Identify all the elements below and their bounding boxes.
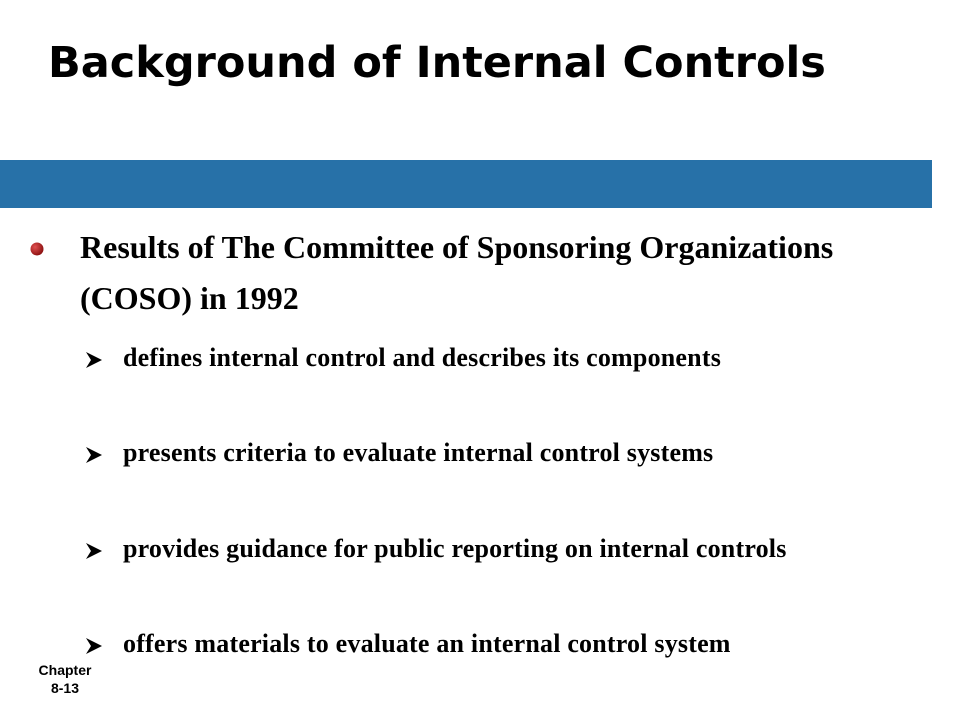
sub-bullet-text: defines internal control and describes its components [123, 343, 722, 372]
chapter-label: Chapter [38, 662, 92, 678]
chapter-number: 8-13 [50, 680, 80, 696]
arrow-bullet-icon [84, 541, 104, 561]
sub-bullet-text: offers materials to evaluate an internal control system [123, 629, 731, 658]
chapter-footer [30, 661, 100, 697]
arrow-bullet-icon [84, 636, 104, 656]
arrow-bullet-icon [84, 350, 104, 370]
title-accent-bar [0, 160, 932, 208]
slide-title: Background of Internal Controls [48, 38, 826, 88]
sub-bullet-text: presents criteria to evaluate internal control systems [123, 438, 714, 467]
sub-bullet-text: provides guidance for public reporting on internal controls [123, 534, 787, 563]
main-bullet-text: Results of The Committee of Sponsoring Organizations (COSO) in 1992 [80, 229, 834, 316]
round-bullet-icon [30, 242, 44, 256]
arrow-bullet-icon [84, 445, 104, 465]
